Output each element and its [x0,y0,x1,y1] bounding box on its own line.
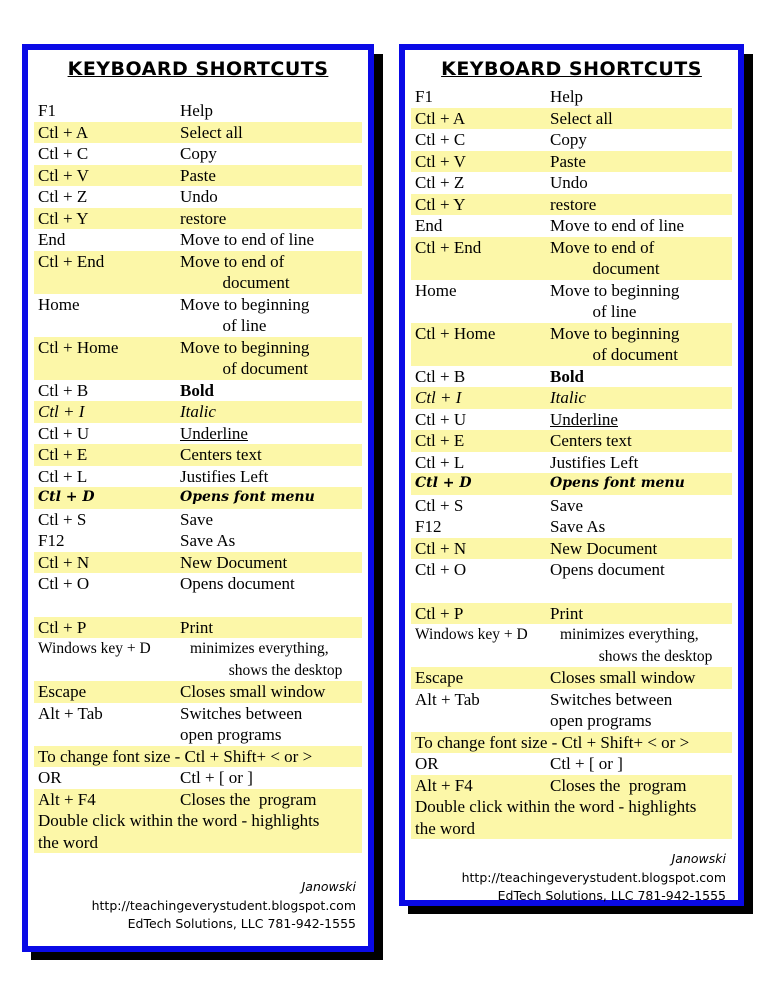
shortcut-row [411,559,732,581]
shortcut-row [34,423,362,445]
shortcut-description: Undo [180,187,218,206]
shortcut-row [411,430,732,452]
shortcut-row [34,208,362,230]
shortcut-key: Ctl + Y [415,194,466,214]
shortcut-row [34,530,362,552]
shortcut-row [34,810,362,853]
shortcut-row [411,603,732,625]
shortcut-key: Ctl + V [38,165,89,185]
left-shortcut-list [34,100,362,853]
credit-company: EdTech Solutions, LLC 781-942-1555 [127,916,356,931]
shortcut-key: Escape [38,682,87,701]
shortcut-description: minimizes everything, shows the desktop [560,626,713,665]
credit-author: Janowski [301,879,356,894]
shortcut-description: Underline [550,409,618,429]
shortcut-key: End [415,216,443,235]
shortcut-description: Closes small window [180,682,326,701]
shortcut-description: Opens font menu [550,475,685,491]
shortcut-description: Underline [180,423,248,443]
shortcut-row [411,473,732,495]
shortcut-key: End [38,230,66,249]
shortcut-row [34,122,362,144]
shortcut-key: Ctl + Home [415,323,496,343]
shortcut-description: Centers text [180,445,262,464]
credit-url: http://teachingeverystudent.blogspot.com [461,869,726,885]
credit-company: EdTech Solutions, LLC 781-942-1555 [497,888,726,903]
shortcut-key: Ctl + O [38,574,90,593]
shortcut-description: Move to end of line [180,230,315,249]
shortcut-key: Ctl + U [38,423,90,443]
right-credits [462,850,726,906]
shortcut-key: Ctl + L [38,466,88,486]
right-shortcut-list [411,86,732,839]
shortcut-key: Ctl + C [415,130,466,149]
shortcut-row [411,732,732,754]
shortcut-description: Italic [550,388,586,407]
shortcut-key: Ctl + I [38,402,85,421]
shortcut-key: Ctl + L [415,452,465,472]
shortcut-row [34,229,362,251]
shortcut-description: Justifies Left [180,466,269,486]
shortcut-row [34,401,362,423]
shortcut-description: Copy [550,130,587,149]
shortcut-row [411,323,732,366]
shortcut-row [34,573,362,595]
shortcut-key: OR [415,754,439,773]
shortcut-description: Save [180,509,214,529]
shortcut-note: Double click within the word - highlights the word [415,797,697,838]
shortcut-key: Ctl + End [415,237,482,257]
shortcut-description: Move to end of document [550,237,660,278]
left-card [22,44,374,952]
shortcut-key: Alt + Tab [38,703,103,723]
shortcut-description: Help [180,101,214,120]
shortcut-description: New Document [180,552,288,572]
shortcut-description: Help [550,87,584,106]
shortcut-key: Ctl + Home [38,337,119,357]
shortcut-row [34,509,362,531]
shortcut-description: Move to beginning of line [180,294,310,335]
shortcut-row [411,366,732,388]
shortcut-key: Ctl + Z [415,173,465,192]
shortcut-description: Opens document [180,574,295,593]
shortcut-key: Alt + F4 [415,775,473,795]
shortcut-key: Ctl + I [415,388,462,407]
shortcut-description: Closes the program [550,775,687,795]
shortcut-key: Home [38,294,80,314]
shortcut-row [411,237,732,280]
shortcut-description: Opens document [550,560,665,579]
shortcut-description: Closes the program [180,789,317,809]
shortcut-key: Home [415,280,457,300]
shortcut-row [411,387,732,409]
shortcut-description: Save [550,495,584,515]
shortcut-description: Ctl + [ or ] [550,754,623,773]
shortcut-description: Switches between open programs [180,703,303,744]
shortcut-description: Save As [180,531,236,550]
shortcut-row [34,746,362,768]
shortcut-key: Ctl + Z [38,187,88,206]
shortcut-description: Select all [550,108,613,128]
shortcut-description: Print [180,617,214,637]
shortcut-row [34,165,362,187]
shortcut-row [34,100,362,122]
shortcut-key: Windows key + D [38,640,151,657]
right-card [399,44,744,906]
shortcut-description: Closes small window [550,668,696,687]
shortcut-description: Opens font menu [180,489,315,505]
shortcut-row [411,796,732,839]
shortcut-row [34,703,362,746]
shortcut-row [411,775,732,797]
shortcut-key: Windows key + D [415,626,528,643]
shortcut-key: Alt + F4 [38,789,96,809]
shortcut-row [411,409,732,431]
left-credits [92,878,356,934]
shortcut-row [34,487,362,509]
shortcut-key: Ctl + S [38,509,87,529]
shortcut-key: Ctl + A [415,108,466,128]
shortcut-description: Switches between open programs [550,689,673,730]
shortcut-key: Ctl + P [415,603,464,623]
shortcut-row [411,172,732,194]
shortcut-row [411,129,732,151]
shortcut-description: Paste [180,165,216,185]
shortcut-description: Justifies Left [550,452,639,472]
shortcut-key: F1 [415,87,433,106]
shortcut-row [34,251,362,294]
shortcut-key: Ctl + E [415,431,465,450]
shortcut-description: New Document [550,538,658,558]
shortcut-row [411,624,732,667]
shortcut-description: Select all [180,122,243,142]
shortcut-key: F12 [415,517,442,536]
shortcut-key: Ctl + N [415,538,467,558]
shortcut-row [411,753,732,775]
shortcut-row [411,108,732,130]
shortcut-key: Ctl + N [38,552,90,572]
shortcut-key: Ctl + End [38,251,105,271]
shortcut-description: Bold [180,380,215,400]
credit-url: http://teachingeverystudent.blogspot.com [91,897,356,913]
shortcut-description: Move to beginning of document [180,337,310,378]
shortcut-row [411,689,732,732]
shortcut-row [34,466,362,488]
shortcut-row [411,86,732,108]
shortcut-key: Ctl + U [415,409,467,429]
shortcut-description: restore [180,208,227,228]
shortcut-key: Ctl + E [38,445,88,464]
shortcut-key: Ctl + O [415,560,467,579]
shortcut-note: To change font size - Ctl + Shift+ < or > [38,746,313,766]
shortcut-description: Move to beginning of line [550,280,680,321]
shortcut-description: Move to end of line [550,216,685,235]
shortcut-row [411,495,732,517]
shortcut-note: To change font size - Ctl + Shift+ < or > [415,732,690,752]
shortcut-key: Ctl + B [415,366,466,386]
shortcut-description: Bold [550,366,585,386]
shortcut-description: Save As [550,517,606,536]
shortcut-row [34,294,362,337]
shortcut-key: Ctl + D [38,489,95,505]
shortcut-description: Paste [550,151,586,171]
shortcut-description: minimizes everything, shows the desktop [190,640,343,679]
shortcut-row [411,452,732,474]
shortcut-description: Copy [180,144,217,163]
shortcut-description: Move to end of document [180,251,290,292]
shortcut-description: Move to beginning of document [550,323,680,364]
shortcut-key: Ctl + V [415,151,466,171]
row-spacer [411,581,732,603]
shortcut-description: restore [550,194,597,214]
shortcut-row [34,789,362,811]
shortcut-key: Alt + Tab [415,689,480,709]
shortcut-note: Double click within the word - highlights the word [38,811,320,852]
row-spacer [34,595,362,617]
shortcut-description: Italic [180,402,216,421]
right-card-title: KEYBOARD SHORTCUTS [441,58,702,80]
shortcut-row [34,681,362,703]
shortcut-row [411,194,732,216]
shortcut-description: Undo [550,173,588,192]
shortcut-row [411,667,732,689]
shortcut-description: Print [550,603,584,623]
shortcut-row [411,516,732,538]
shortcut-row [34,337,362,380]
shortcut-key: Ctl + Y [38,208,89,228]
shortcut-key: Escape [415,668,464,687]
shortcut-row [34,767,362,789]
shortcut-description: Centers text [550,431,632,450]
shortcut-key: Ctl + A [38,122,89,142]
left-card-title: KEYBOARD SHORTCUTS [67,58,329,80]
shortcut-row [34,444,362,466]
shortcut-key: OR [38,768,62,787]
shortcut-key: F12 [38,531,65,550]
shortcut-row [34,186,362,208]
shortcut-key: F1 [38,101,56,120]
shortcut-row [411,215,732,237]
shortcut-row [411,151,732,173]
shortcut-key: Ctl + P [38,617,87,637]
shortcut-key: Ctl + C [38,144,89,163]
shortcut-row [34,617,362,639]
shortcut-row [34,143,362,165]
shortcut-description: Ctl + [ or ] [180,768,253,787]
shortcut-row [34,380,362,402]
shortcut-key: Ctl + D [415,475,472,491]
shortcut-row [34,552,362,574]
shortcut-key: Ctl + B [38,380,89,400]
credit-author: Janowski [671,851,726,866]
shortcut-key: Ctl + S [415,495,464,515]
shortcut-row [34,638,362,681]
shortcut-row [411,280,732,323]
shortcut-row [411,538,732,560]
